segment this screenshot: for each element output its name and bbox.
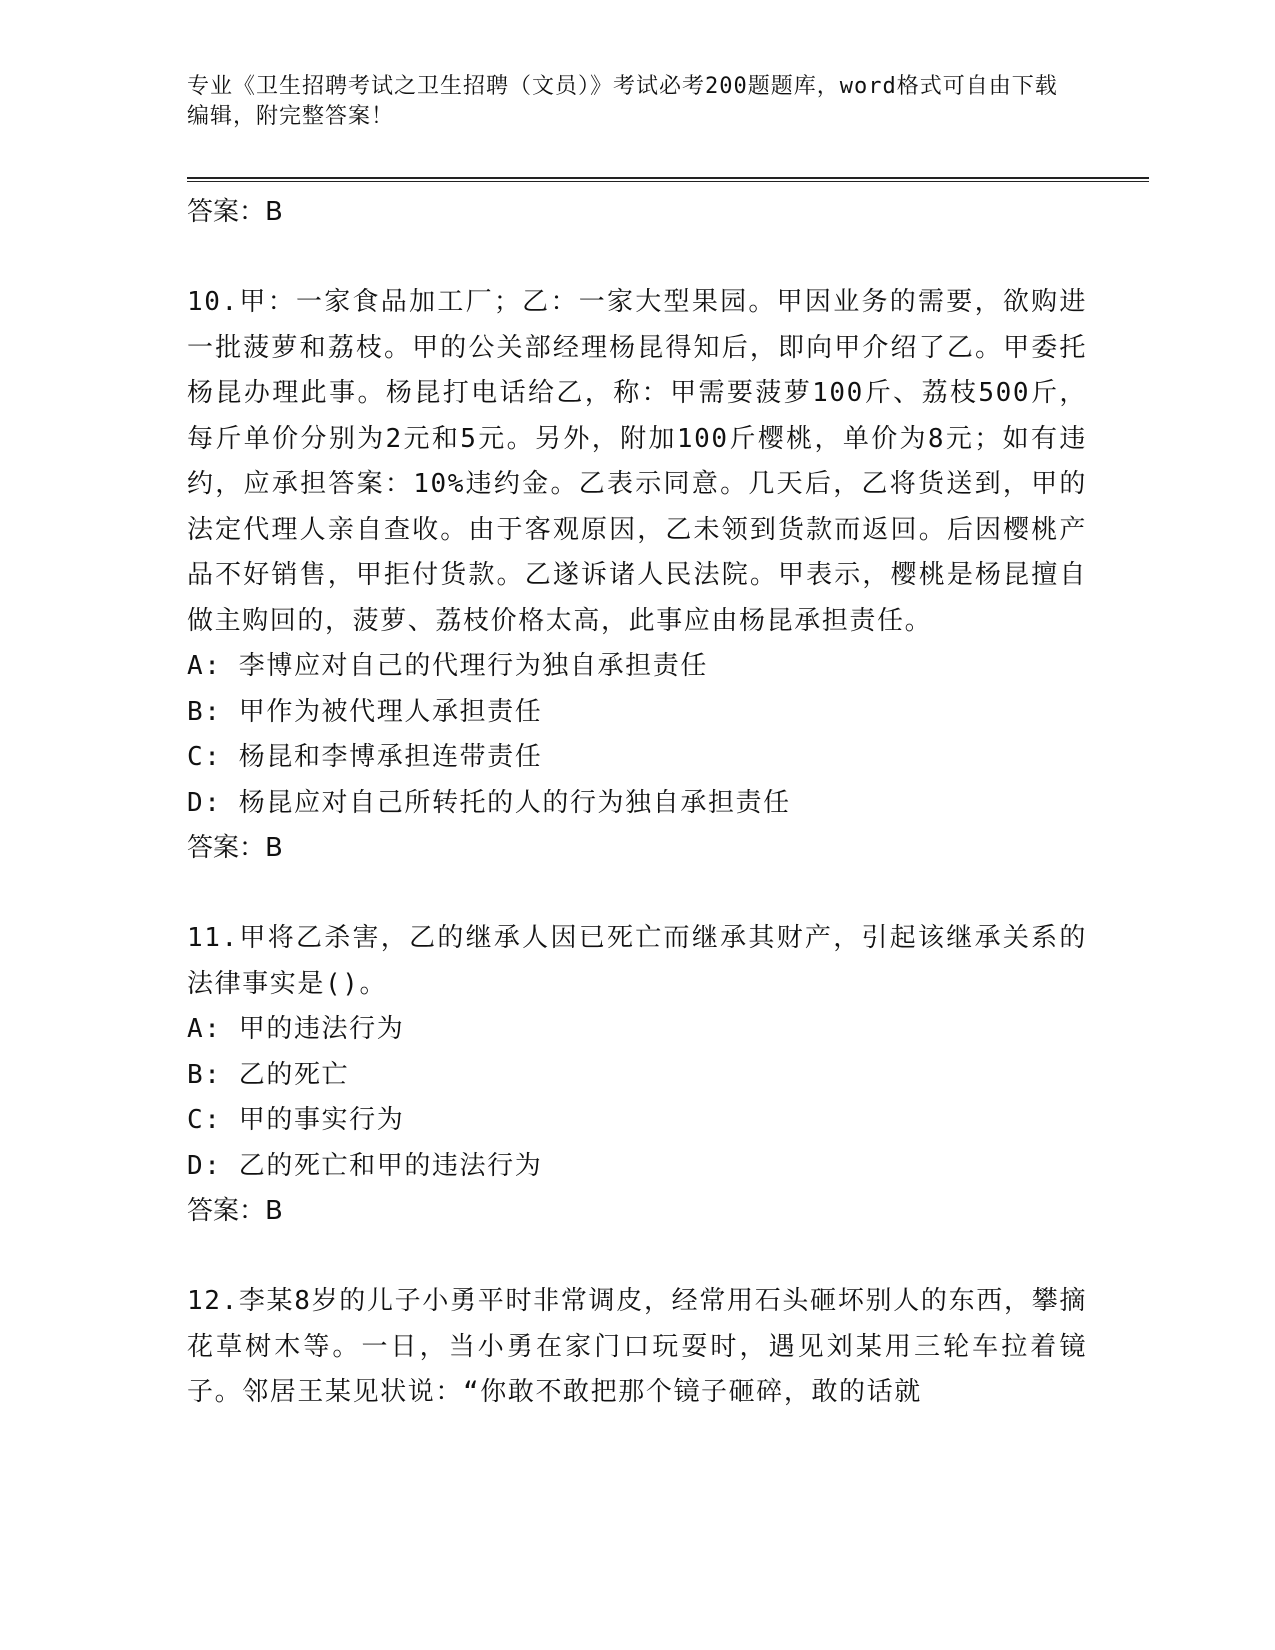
option-a: A: 李博应对自己的代理行为独自承担责任 (187, 651, 708, 681)
question-block-11 (187, 871, 1087, 1234)
option-a: A: 甲的违法行为 (187, 1014, 405, 1044)
option-list (187, 1007, 1087, 1189)
answer-line: 答案：B (187, 1196, 283, 1226)
question-text: 12.李某8岁的儿子小勇平时非常调皮，经常用石头砸坏别人的东西，攀摘花草树木等。一日，当小勇在家门口玩耍时，遇见刘某用三轮车拉着镜子。邻居王某见状说：“你敢不敢把那个镜子砸碎，敢的话就 (187, 1286, 1087, 1407)
option-c: C: 甲的事实行为 (187, 1105, 405, 1135)
answer-line: 答案：B (187, 833, 283, 863)
question-block-12 (187, 1234, 1087, 1416)
document-header: 专业《卫生招聘考试之卫生招聘（文员）》考试必考200题题库，word格式可自由下载编辑，附完整答案！ (187, 74, 1058, 129)
option-list (187, 644, 1087, 826)
document-body (187, 190, 1087, 1416)
question-text: 10.甲：一家食品加工厂；乙：一家大型果园。甲因业务的需要，欲购进一批菠萝和荔枝。甲的公关部经理杨昆得知后，即向甲介绍了乙。甲委托杨昆办理此事。杨昆打电话给乙，称：甲需要菠萝100斤、荔枝500斤，每斤单价分别为2元和5元。另外，附加100斤樱桃，单价为8元；如有违约，应承担答案：10%违约金。乙表示同意。几天后，乙将货送到，甲的法定代理人亲自查收。由于客观原因，乙未领到货款而返回。后因樱桃产品不好销售，甲拒付货款。乙遂诉诸人民法院。甲表示，樱桃是杨昆擅自做主购回的，菠萝、荔枝价格太高，此事应由杨昆承担责任。 (187, 287, 1087, 636)
answer-line: 答案：B (187, 197, 283, 227)
option-c: C: 杨昆和李博承担连带责任 (187, 742, 543, 772)
option-b: B: 甲作为被代理人承担责任 (187, 696, 543, 727)
option-b: B: 乙的死亡 (187, 1059, 350, 1090)
header-divider-thin (187, 181, 1149, 182)
option-d: D: 杨昆应对自己所转托的人的行为独自承担责任 (187, 787, 791, 818)
question-block-10 (187, 235, 1087, 871)
option-d: D: 乙的死亡和甲的违法行为 (187, 1150, 543, 1181)
question-text: 11.甲将乙杀害，乙的继承人因已死亡而继承其财产，引起该继承关系的法律事实是()。 (187, 923, 1087, 999)
header-divider (187, 177, 1149, 179)
